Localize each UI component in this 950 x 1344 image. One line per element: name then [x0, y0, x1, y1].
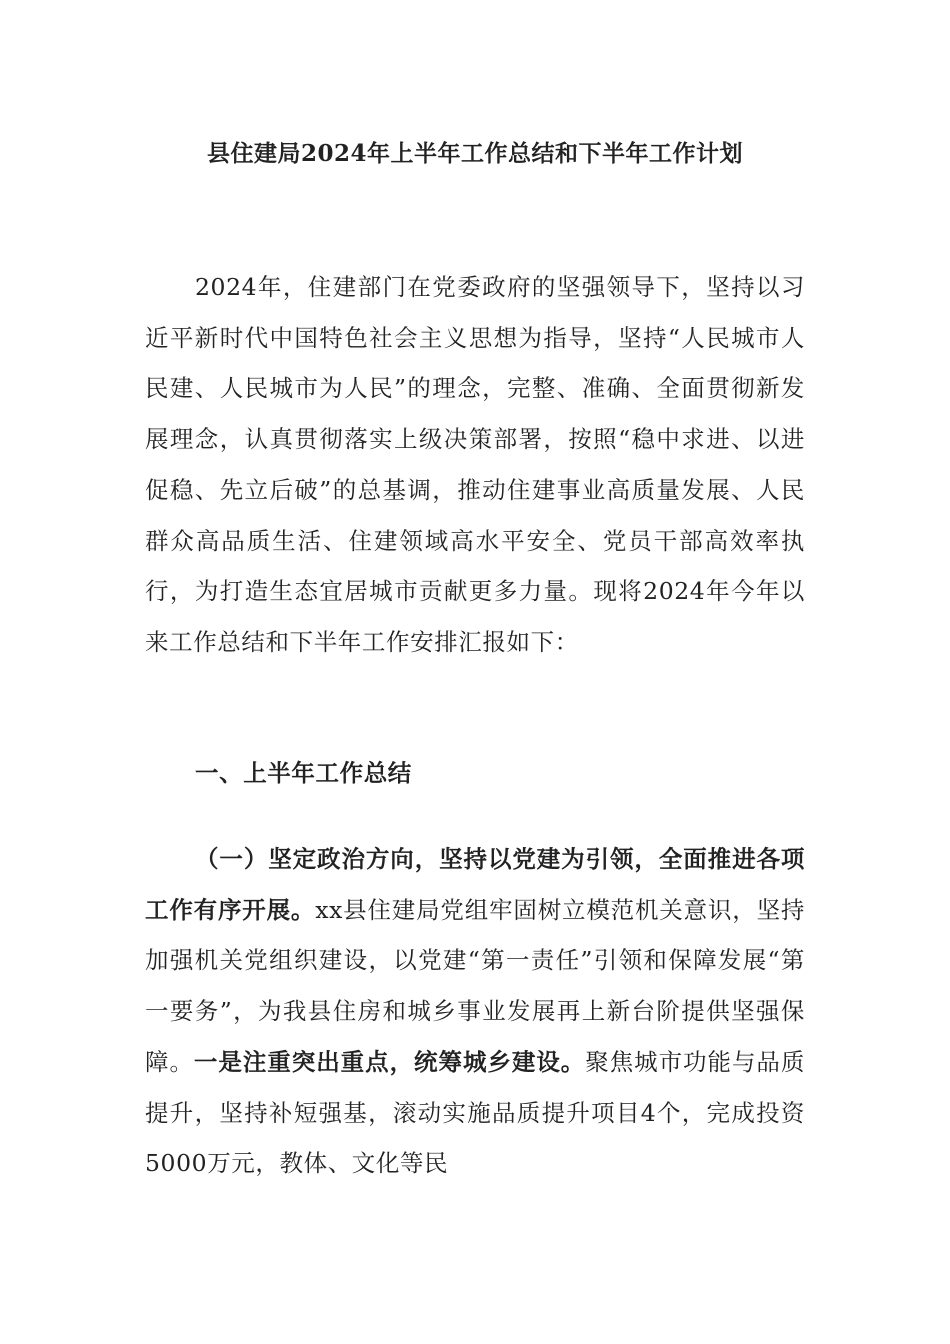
- section-heading: 一、上半年工作总结: [195, 759, 412, 787]
- section-1-lead: （一）坚定政治方向，坚持以党建为引领，全面推进各项工作有序开展。: [145, 845, 805, 924]
- section-1-text-a: xx县住建局党组牢固树立模范机关意识，坚持加强机关党组织建设，以党建“第一责任”引领和保障发展“第一要务”，为我县住房和城乡事业发展再上新台阶提供坚强保障。: [145, 895, 805, 1076]
- intro-paragraph: 2024年，住建部门在党委政府的坚强领导下，坚持以习近平新时代中国特色社会主义思想为指导，坚持“人民城市人民建、人民城市为人民”的理念，完整、准确、全面贯彻新发展理念，认真贯彻落实上级决策部署，按照“稳中求进、以进促稳、先立后破”的总基调，推动住建事业高质量发展、人民群众高品质生活、住建领域高水平安全、党员干部高效率执行，为打造生态宜居城市贡献更多力量。现将2024年今年以来工作总结和下半年工作安排汇报如下：: [145, 273, 805, 656]
- section-1-point: 一是注重突出重点，统筹城乡建设。: [193, 1047, 586, 1076]
- section-1-text-b: 聚焦城市功能与品质提升，坚持补短强基，滚动实施品质提升项目4个，完成投资5000万元，教体、文化等民: [145, 1047, 805, 1178]
- section-1-paragraph: [145, 834, 805, 1189]
- document-title: 县住建局2024年上半年工作总结和下半年工作计划: [206, 140, 743, 167]
